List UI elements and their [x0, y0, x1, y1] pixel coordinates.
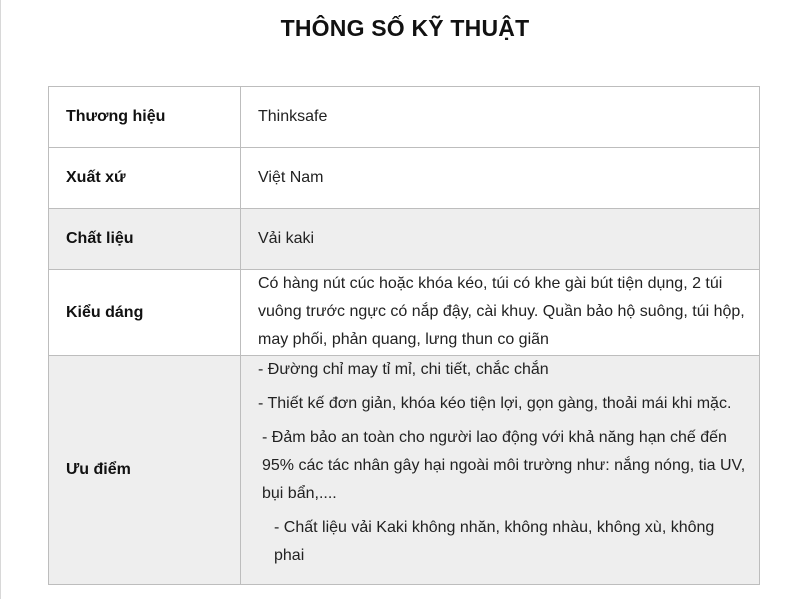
advantage-item: - Chất liệu vải Kaki không nhăn, không nhàu, không xù, không phai [274, 519, 715, 564]
advantage-item: - Đảm bảo an toàn cho người lao động với khả năng hạn chế đến 95% các tác nhân gây hại ngoài môi trường như: nắng nóng, tia UV, bụi bẩn,.... [262, 429, 746, 502]
advantage-item: - Đường chỉ may tỉ mỉ, chi tiết, chắc chắn [258, 361, 549, 378]
row-label: Kiểu dáng [49, 270, 241, 356]
table-row-material [49, 209, 760, 270]
table-row-advantages [49, 356, 760, 585]
advantage-item: - Thiết kế đơn giản, khóa kéo tiện lợi, gọn gàng, thoải mái khi mặc. [258, 395, 732, 412]
row-label: Ưu điểm [49, 356, 241, 585]
row-value: Thinksafe [241, 87, 760, 148]
row-value: Có hàng nút cúc hoặc khóa kéo, túi có khe gài bút tiện dụng, 2 túi vuông trước ngực có nắp đậy, cài khuy. Quần bảo hộ suông, túi hộp, may phối, phản quang, lưng thun co giãn [241, 270, 760, 356]
row-label: Xuất xứ [49, 148, 241, 209]
table-row-style [49, 270, 760, 356]
row-value: Vải kaki [241, 209, 760, 270]
advantages-list [241, 356, 760, 585]
row-value: Việt Nam [241, 148, 760, 209]
page-left-border [0, 0, 1, 599]
table-row-origin [49, 148, 760, 209]
row-label: Chất liệu [49, 209, 241, 270]
page-title: THÔNG SỐ KỸ THUẬT [280, 15, 530, 41]
spec-table [48, 86, 760, 585]
row-label: Thương hiệu [49, 87, 241, 148]
table-row-brand [49, 87, 760, 148]
